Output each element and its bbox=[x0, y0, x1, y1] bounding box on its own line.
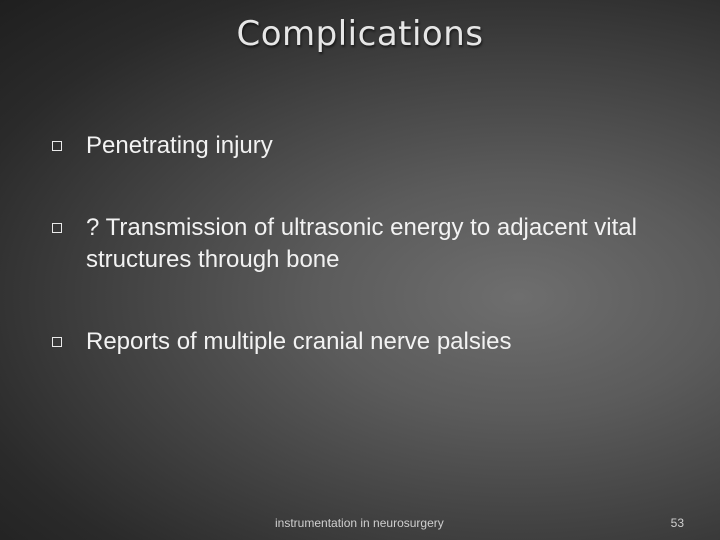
slide-footer: instrumentation in neurosurgery bbox=[275, 516, 444, 530]
bullet-text: Reports of multiple cranial nerve palsies bbox=[86, 328, 512, 355]
slide-title: Complications bbox=[236, 14, 484, 54]
bullet-item bbox=[52, 212, 686, 276]
hollow-square-bullet-icon bbox=[52, 223, 62, 233]
page-number: 53 bbox=[670, 516, 684, 530]
hollow-square-bullet-icon bbox=[52, 141, 62, 151]
bullet-item bbox=[52, 326, 686, 358]
bullet-item bbox=[52, 130, 686, 162]
bullet-text: ? Transmission of ultrasonic energy to adjacent vital structures through bone bbox=[86, 214, 637, 273]
hollow-square-bullet-icon bbox=[52, 337, 62, 347]
bullet-text: Penetrating injury bbox=[86, 132, 273, 159]
